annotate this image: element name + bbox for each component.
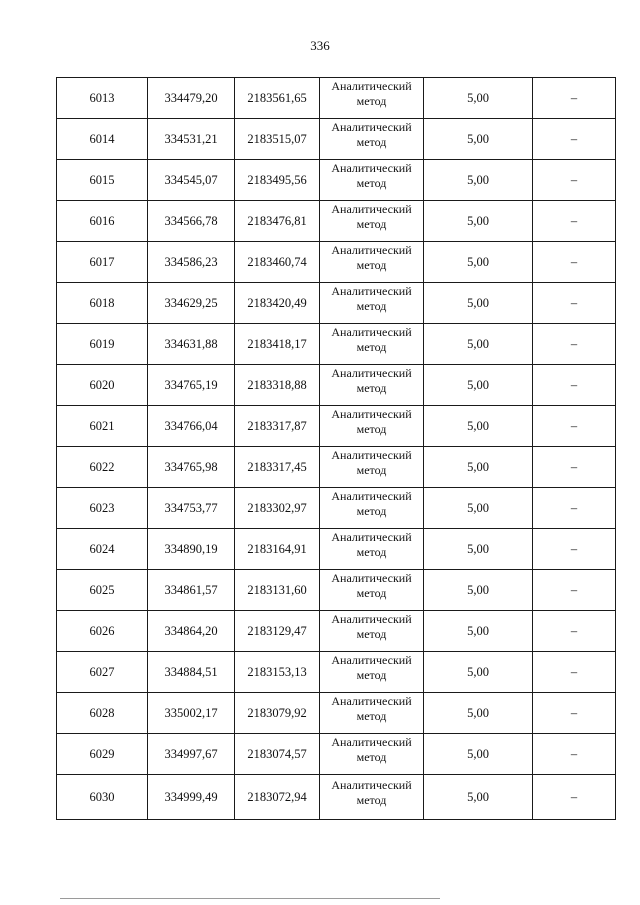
note-dash: – — [570, 90, 578, 105]
x-value: 334753,77 — [164, 500, 218, 515]
note-dash: – — [570, 295, 578, 310]
method-label: Аналитический метод — [331, 694, 412, 723]
x-coordinate-cell — [148, 160, 235, 201]
point-number-cell — [57, 447, 148, 488]
point-number-cell — [57, 119, 148, 160]
method-cell — [320, 488, 424, 529]
method-cell — [320, 693, 424, 734]
table-row — [57, 160, 616, 201]
y-value: 2183131,60 — [247, 582, 307, 597]
note-dash: – — [570, 746, 578, 761]
table-row — [57, 611, 616, 652]
method-cell — [320, 78, 424, 119]
note-cell — [533, 201, 616, 242]
y-value: 2183164,91 — [247, 541, 307, 556]
note-dash: – — [570, 377, 578, 392]
point-number-cell — [57, 693, 148, 734]
table-row — [57, 406, 616, 447]
note-dash: – — [570, 541, 578, 556]
y-coordinate-cell — [235, 570, 320, 611]
method-label: Аналитический метод — [331, 653, 412, 682]
x-value: 334629,25 — [164, 295, 218, 310]
y-coordinate-cell — [235, 775, 320, 820]
error-value: 5,00 — [467, 377, 489, 392]
note-dash: – — [570, 500, 578, 515]
x-value: 334864,20 — [164, 623, 218, 638]
method-label: Аналитический метод — [331, 243, 412, 272]
point-value: 6025 — [89, 582, 115, 597]
method-cell — [320, 283, 424, 324]
point-value: 6014 — [89, 131, 115, 146]
x-coordinate-cell — [148, 652, 235, 693]
method-label: Аналитический метод — [331, 161, 412, 190]
point-number-cell — [57, 324, 148, 365]
x-coordinate-cell — [148, 324, 235, 365]
y-value: 2183079,92 — [247, 705, 307, 720]
y-value: 2183476,81 — [247, 213, 307, 228]
method-label: Аналитический метод — [331, 448, 412, 477]
method-cell — [320, 119, 424, 160]
y-coordinate-cell — [235, 324, 320, 365]
note-dash: – — [570, 254, 578, 269]
page-number: 336 — [310, 38, 330, 53]
table-row — [57, 529, 616, 570]
y-coordinate-cell — [235, 611, 320, 652]
y-value: 2183460,74 — [247, 254, 307, 269]
point-value: 6026 — [89, 623, 115, 638]
point-value: 6018 — [89, 295, 115, 310]
point-number-cell — [57, 734, 148, 775]
point-number-cell — [57, 611, 148, 652]
point-value: 6028 — [89, 705, 115, 720]
table-row — [57, 365, 616, 406]
error-cell — [424, 693, 533, 734]
point-number-cell — [57, 283, 148, 324]
x-value: 334766,04 — [164, 418, 218, 433]
note-dash: – — [570, 623, 578, 638]
point-value: 6016 — [89, 213, 115, 228]
y-value: 2183561,65 — [247, 90, 307, 105]
x-value: 334566,78 — [164, 213, 218, 228]
point-value: 6030 — [89, 789, 115, 804]
error-value: 5,00 — [467, 746, 489, 761]
x-coordinate-cell — [148, 119, 235, 160]
page-bottom-rule — [60, 898, 440, 899]
point-number-cell — [57, 488, 148, 529]
error-value: 5,00 — [467, 172, 489, 187]
y-coordinate-cell — [235, 78, 320, 119]
y-value: 2183318,88 — [247, 377, 307, 392]
x-coordinate-cell — [148, 242, 235, 283]
method-cell — [320, 406, 424, 447]
method-label: Аналитический метод — [331, 571, 412, 600]
method-label: Аналитический метод — [331, 778, 412, 807]
error-cell — [424, 406, 533, 447]
note-dash: – — [570, 582, 578, 597]
x-coordinate-cell — [148, 283, 235, 324]
error-cell — [424, 652, 533, 693]
error-cell — [424, 529, 533, 570]
y-coordinate-cell — [235, 488, 320, 529]
table-row — [57, 283, 616, 324]
point-value: 6020 — [89, 377, 115, 392]
point-value: 6015 — [89, 172, 115, 187]
note-dash: – — [570, 418, 578, 433]
y-coordinate-cell — [235, 119, 320, 160]
method-cell — [320, 734, 424, 775]
note-cell — [533, 611, 616, 652]
method-cell — [320, 529, 424, 570]
method-label: Аналитический метод — [331, 284, 412, 313]
method-label: Аналитический метод — [331, 202, 412, 231]
note-cell — [533, 242, 616, 283]
method-label: Аналитический метод — [331, 366, 412, 395]
error-value: 5,00 — [467, 705, 489, 720]
table-row — [57, 119, 616, 160]
note-dash: – — [570, 459, 578, 474]
x-value: 334765,98 — [164, 459, 218, 474]
table-row — [57, 734, 616, 775]
method-cell — [320, 775, 424, 820]
y-value: 2183153,13 — [247, 664, 307, 679]
point-number-cell — [57, 160, 148, 201]
note-cell — [533, 775, 616, 820]
method-cell — [320, 160, 424, 201]
error-value: 5,00 — [467, 541, 489, 556]
y-value: 2183515,07 — [247, 131, 307, 146]
y-coordinate-cell — [235, 652, 320, 693]
point-value: 6029 — [89, 746, 115, 761]
table-row — [57, 570, 616, 611]
table-row — [57, 693, 616, 734]
method-cell — [320, 242, 424, 283]
method-label: Аналитический метод — [331, 120, 412, 149]
note-dash: – — [570, 213, 578, 228]
note-cell — [533, 570, 616, 611]
x-value: 334479,20 — [164, 90, 218, 105]
error-cell — [424, 775, 533, 820]
table-row — [57, 324, 616, 365]
note-cell — [533, 119, 616, 160]
x-value: 334586,23 — [164, 254, 218, 269]
x-value: 334631,88 — [164, 336, 218, 351]
y-value: 2183317,45 — [247, 459, 307, 474]
x-coordinate-cell — [148, 570, 235, 611]
note-cell — [533, 693, 616, 734]
error-value: 5,00 — [467, 336, 489, 351]
point-value: 6017 — [89, 254, 115, 269]
error-value: 5,00 — [467, 418, 489, 433]
table-body — [57, 78, 616, 820]
error-cell — [424, 611, 533, 652]
y-value: 2183418,17 — [247, 336, 307, 351]
error-cell — [424, 160, 533, 201]
point-number-cell — [57, 570, 148, 611]
y-value: 2183420,49 — [247, 295, 307, 310]
x-coordinate-cell — [148, 447, 235, 488]
point-value: 6022 — [89, 459, 115, 474]
x-value: 334997,67 — [164, 746, 218, 761]
method-cell — [320, 611, 424, 652]
error-value: 5,00 — [467, 789, 489, 804]
point-number-cell — [57, 78, 148, 119]
note-cell — [533, 652, 616, 693]
y-coordinate-cell — [235, 283, 320, 324]
x-value: 334861,57 — [164, 582, 218, 597]
y-coordinate-cell — [235, 529, 320, 570]
error-value: 5,00 — [467, 664, 489, 679]
point-value: 6023 — [89, 500, 115, 515]
point-value: 6027 — [89, 664, 115, 679]
x-coordinate-cell — [148, 78, 235, 119]
x-value: 334531,21 — [164, 131, 218, 146]
y-value: 2183495,56 — [247, 172, 307, 187]
error-cell — [424, 447, 533, 488]
note-cell — [533, 283, 616, 324]
y-coordinate-cell — [235, 447, 320, 488]
method-cell — [320, 365, 424, 406]
error-cell — [424, 570, 533, 611]
y-coordinate-cell — [235, 406, 320, 447]
point-number-cell — [57, 365, 148, 406]
point-value: 6019 — [89, 336, 115, 351]
point-number-cell — [57, 529, 148, 570]
x-coordinate-cell — [148, 529, 235, 570]
note-cell — [533, 78, 616, 119]
point-number-cell — [57, 201, 148, 242]
error-value: 5,00 — [467, 254, 489, 269]
y-coordinate-cell — [235, 734, 320, 775]
error-cell — [424, 488, 533, 529]
note-dash: – — [570, 131, 578, 146]
error-cell — [424, 201, 533, 242]
method-label: Аналитический метод — [331, 489, 412, 518]
error-value: 5,00 — [467, 213, 489, 228]
error-value: 5,00 — [467, 459, 489, 474]
table-row — [57, 78, 616, 119]
note-cell — [533, 488, 616, 529]
error-cell — [424, 78, 533, 119]
x-value: 334545,07 — [164, 172, 218, 187]
table-row — [57, 447, 616, 488]
y-coordinate-cell — [235, 160, 320, 201]
method-label: Аналитический метод — [331, 407, 412, 436]
y-coordinate-cell — [235, 242, 320, 283]
table-row — [57, 775, 616, 820]
method-cell — [320, 201, 424, 242]
y-value: 2183074,57 — [247, 746, 307, 761]
x-coordinate-cell — [148, 488, 235, 529]
method-label: Аналитический метод — [331, 325, 412, 354]
y-coordinate-cell — [235, 365, 320, 406]
error-value: 5,00 — [467, 623, 489, 638]
note-cell — [533, 734, 616, 775]
table-row — [57, 488, 616, 529]
x-value: 334999,49 — [164, 789, 218, 804]
error-value: 5,00 — [467, 131, 489, 146]
point-value: 6021 — [89, 418, 115, 433]
note-cell — [533, 160, 616, 201]
coordinates-table — [56, 77, 616, 820]
y-value: 2183072,94 — [247, 789, 307, 804]
note-cell — [533, 324, 616, 365]
x-value: 334884,51 — [164, 664, 218, 679]
method-cell — [320, 570, 424, 611]
x-value: 335002,17 — [164, 705, 218, 720]
note-dash: – — [570, 664, 578, 679]
table-row — [57, 652, 616, 693]
method-cell — [320, 447, 424, 488]
x-coordinate-cell — [148, 201, 235, 242]
note-dash: – — [570, 172, 578, 187]
point-number-cell — [57, 242, 148, 283]
error-value: 5,00 — [467, 582, 489, 597]
point-value: 6024 — [89, 541, 115, 556]
method-label: Аналитический метод — [331, 79, 412, 108]
y-value: 2183302,97 — [247, 500, 307, 515]
x-coordinate-cell — [148, 406, 235, 447]
table-row — [57, 242, 616, 283]
x-value: 334765,19 — [164, 377, 218, 392]
error-cell — [424, 734, 533, 775]
point-value: 6013 — [89, 90, 115, 105]
table-row — [57, 201, 616, 242]
note-cell — [533, 365, 616, 406]
note-dash: – — [570, 336, 578, 351]
point-number-cell — [57, 406, 148, 447]
method-label: Аналитический метод — [331, 612, 412, 641]
note-cell — [533, 406, 616, 447]
x-value: 334890,19 — [164, 541, 218, 556]
x-coordinate-cell — [148, 775, 235, 820]
error-cell — [424, 283, 533, 324]
x-coordinate-cell — [148, 365, 235, 406]
note-cell — [533, 447, 616, 488]
method-label: Аналитический метод — [331, 735, 412, 764]
error-cell — [424, 365, 533, 406]
method-cell — [320, 324, 424, 365]
y-coordinate-cell — [235, 201, 320, 242]
y-value: 2183129,47 — [247, 623, 307, 638]
error-cell — [424, 119, 533, 160]
note-dash: – — [570, 705, 578, 720]
note-cell — [533, 529, 616, 570]
x-coordinate-cell — [148, 734, 235, 775]
x-coordinate-cell — [148, 693, 235, 734]
x-coordinate-cell — [148, 611, 235, 652]
method-label: Аналитический метод — [331, 530, 412, 559]
y-coordinate-cell — [235, 693, 320, 734]
point-number-cell — [57, 775, 148, 820]
note-dash: – — [570, 789, 578, 804]
error-value: 5,00 — [467, 295, 489, 310]
error-cell — [424, 324, 533, 365]
error-value: 5,00 — [467, 90, 489, 105]
y-value: 2183317,87 — [247, 418, 307, 433]
method-cell — [320, 652, 424, 693]
error-cell — [424, 242, 533, 283]
error-value: 5,00 — [467, 500, 489, 515]
point-number-cell — [57, 652, 148, 693]
